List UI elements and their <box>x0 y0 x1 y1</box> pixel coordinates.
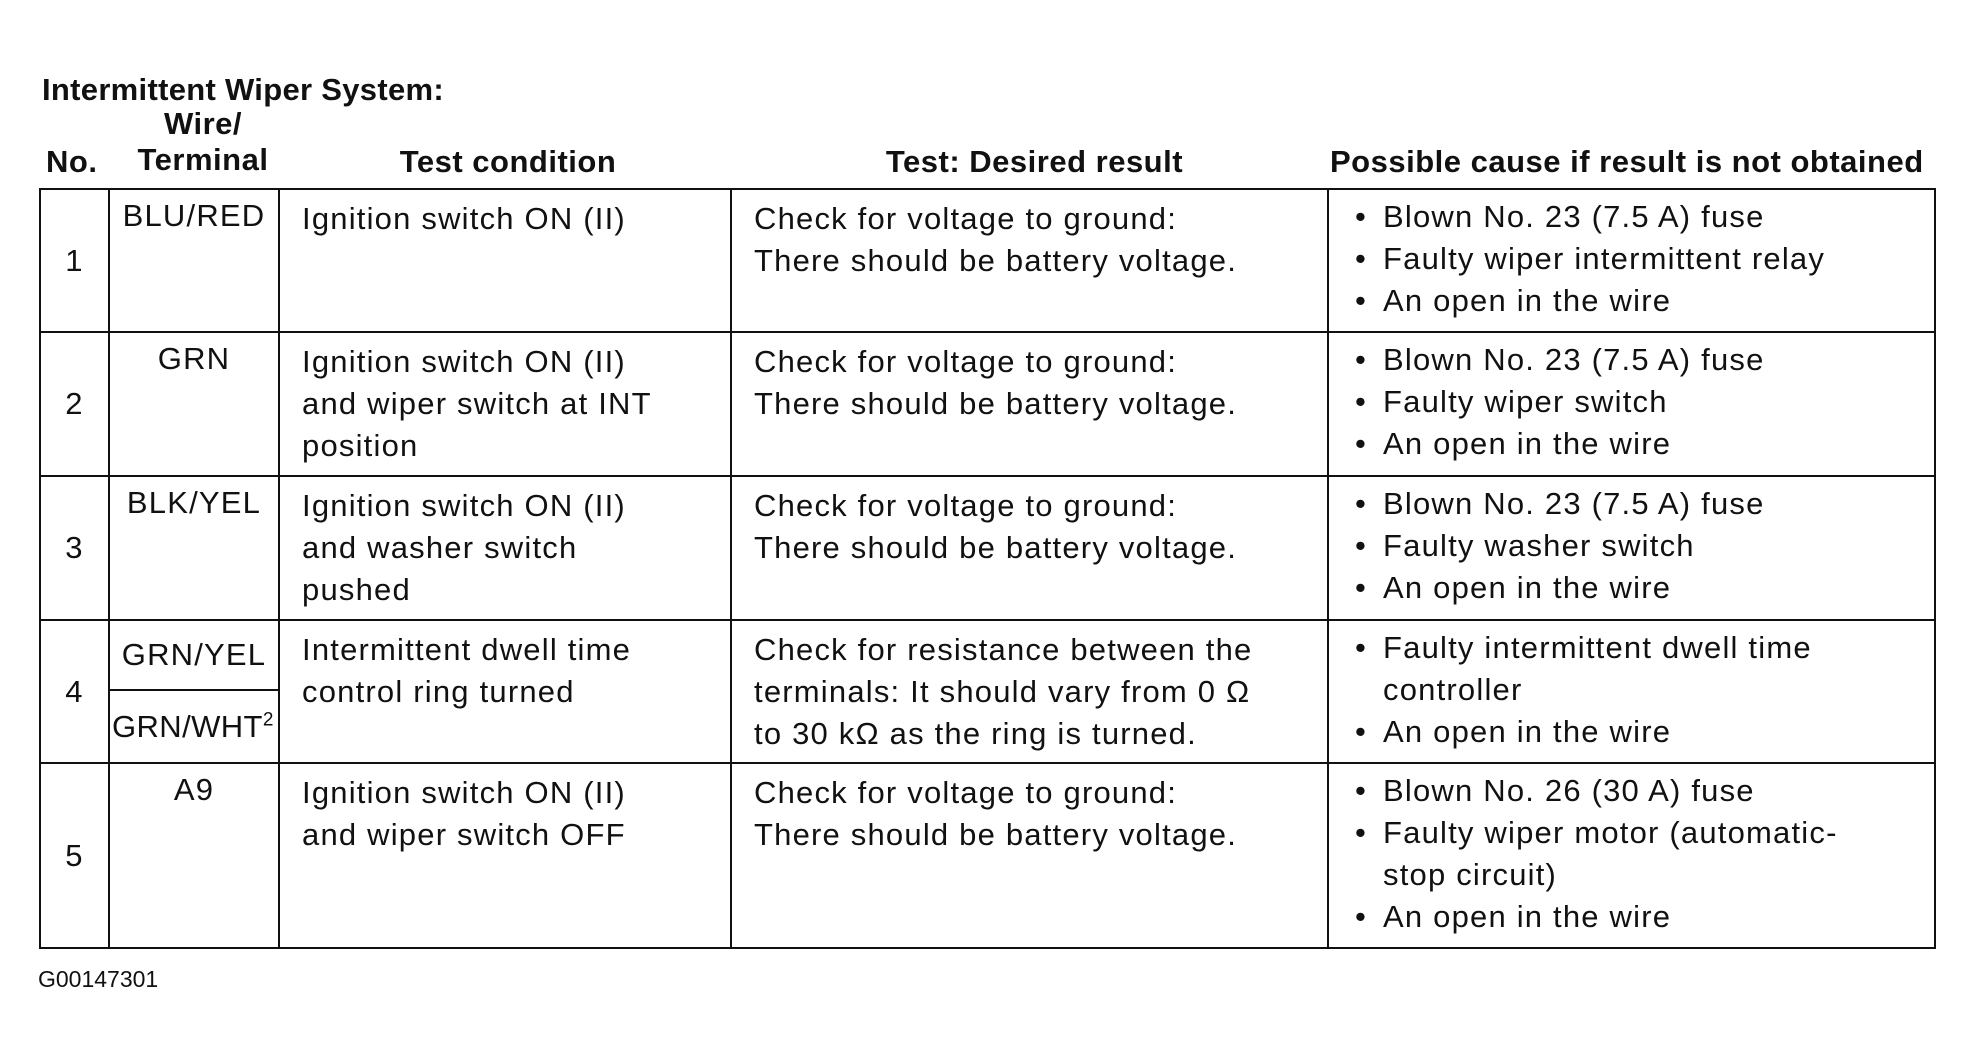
test-condition-line: Ignition switch ON (II) <box>302 488 626 523</box>
cause-item <box>1353 483 1928 525</box>
header-wire-line2: Terminal <box>137 142 269 177</box>
test-condition-line: Ignition switch ON (II) <box>302 775 626 810</box>
test-condition-line: Intermittent dwell time <box>302 632 632 667</box>
cause-item <box>1353 423 1928 465</box>
test-condition-line: position <box>302 428 419 463</box>
table-row <box>40 763 1935 948</box>
wire-terminal: BLU/RED <box>109 189 279 332</box>
test-condition-line: control ring turned <box>302 674 575 709</box>
table-row <box>40 189 1935 332</box>
cause-text: Faulty washer switch <box>1383 528 1695 563</box>
desired-result-line: Check for resistance between the <box>754 632 1253 667</box>
wiper-test-table <box>39 188 1936 949</box>
row-number: 2 <box>40 332 109 476</box>
footnote-marker: 2 <box>262 709 274 731</box>
possible-causes <box>1328 620 1935 763</box>
wire-terminal: A9 <box>109 763 279 948</box>
test-condition-line: and wiper switch at INT <box>302 386 652 421</box>
desired-result-line: There should be battery voltage. <box>754 386 1238 421</box>
cause-text: Faulty wiper switch <box>1383 384 1668 419</box>
wire-terminal: GRN <box>109 332 279 476</box>
cause-item <box>1353 812 1928 896</box>
cause-item <box>1353 238 1928 280</box>
cause-item <box>1353 770 1928 812</box>
cause-text: An open in the wire <box>1383 426 1672 461</box>
desired-result <box>731 189 1328 332</box>
desired-result <box>731 332 1328 476</box>
desired-result-line: Check for voltage to ground: <box>754 344 1178 379</box>
figure-id: G00147301 <box>38 966 159 992</box>
wire-terminal: GRN/YEL <box>109 620 279 690</box>
desired-result-line: terminals: It should vary from 0 Ω <box>754 674 1251 709</box>
test-condition <box>279 476 731 620</box>
cause-item <box>1353 339 1928 381</box>
cause-text: An open in the wire <box>1383 714 1672 749</box>
cause-text: An open in the wire <box>1383 570 1672 605</box>
table-title: Intermittent Wiper System: <box>42 72 444 107</box>
wire-terminal: BLK/YEL <box>109 476 279 620</box>
test-condition <box>279 620 731 763</box>
table-row <box>40 476 1935 620</box>
cause-item <box>1353 567 1928 609</box>
cause-text: controller <box>1383 672 1523 707</box>
row-number: 4 <box>40 620 109 763</box>
cause-item <box>1353 381 1928 423</box>
row-number: 3 <box>40 476 109 620</box>
possible-causes <box>1328 189 1935 332</box>
wire-terminal <box>109 690 279 763</box>
cause-text: stop circuit) <box>1383 857 1558 892</box>
desired-result-line: There should be battery voltage. <box>754 817 1238 852</box>
cause-item <box>1353 280 1928 322</box>
header-wire-line1: Wire/ <box>163 106 243 141</box>
desired-result-line: Check for voltage to ground: <box>754 775 1178 810</box>
header-wire-terminal <box>128 106 278 178</box>
desired-result <box>731 763 1328 948</box>
cause-text: Blown No. 23 (7.5 A) fuse <box>1383 199 1765 234</box>
cause-item <box>1353 196 1928 238</box>
desired-result-line: Check for voltage to ground: <box>754 488 1178 523</box>
cause-text: An open in the wire <box>1383 899 1672 934</box>
cause-text: Blown No. 26 (30 A) fuse <box>1383 773 1755 808</box>
header-possible-cause: Possible cause if result is not obtained <box>1330 144 1924 179</box>
cause-text: An open in the wire <box>1383 283 1672 318</box>
header-desired-result: Test: Desired result <box>885 144 1184 179</box>
cause-item <box>1353 627 1928 711</box>
desired-result-line: There should be battery voltage. <box>754 530 1238 565</box>
header-no: No. <box>46 144 98 179</box>
cause-text: • Faulty intermittent dwell time <box>1383 630 1812 665</box>
test-condition-line: pushed <box>302 572 411 607</box>
desired-result <box>731 476 1328 620</box>
desired-result-line: Check for voltage to ground: <box>754 201 1178 236</box>
row-number: 1 <box>40 189 109 332</box>
table-row <box>40 620 1935 690</box>
cause-text: Blown No. 23 (7.5 A) fuse <box>1383 342 1765 377</box>
possible-causes <box>1328 763 1935 948</box>
test-condition-line: Ignition switch ON (II) <box>302 201 626 236</box>
cause-text: Faulty wiper intermittent relay <box>1383 241 1826 276</box>
header-test-condition: Test condition <box>399 144 617 179</box>
desired-result-line: There should be battery voltage. <box>754 243 1238 278</box>
test-condition <box>279 332 731 476</box>
cause-text: • Faulty wiper motor (automatic- <box>1383 815 1838 850</box>
cause-item <box>1353 711 1928 753</box>
row-number: 5 <box>40 763 109 948</box>
test-condition-line: and washer switch <box>302 530 578 565</box>
wire-terminal-text: GRN/WHT <box>112 708 263 744</box>
desired-result <box>731 620 1328 763</box>
possible-causes <box>1328 332 1935 476</box>
table-row <box>40 332 1935 476</box>
test-condition <box>279 763 731 948</box>
test-condition <box>279 189 731 332</box>
cause-item <box>1353 896 1928 938</box>
possible-causes <box>1328 476 1935 620</box>
test-condition-line: Ignition switch ON (II) <box>302 344 626 379</box>
cause-text: Blown No. 23 (7.5 A) fuse <box>1383 486 1765 521</box>
desired-result-line: to 30 kΩ as the ring is turned. <box>754 716 1197 751</box>
cause-item <box>1353 525 1928 567</box>
test-condition-line: and wiper switch OFF <box>302 817 626 852</box>
